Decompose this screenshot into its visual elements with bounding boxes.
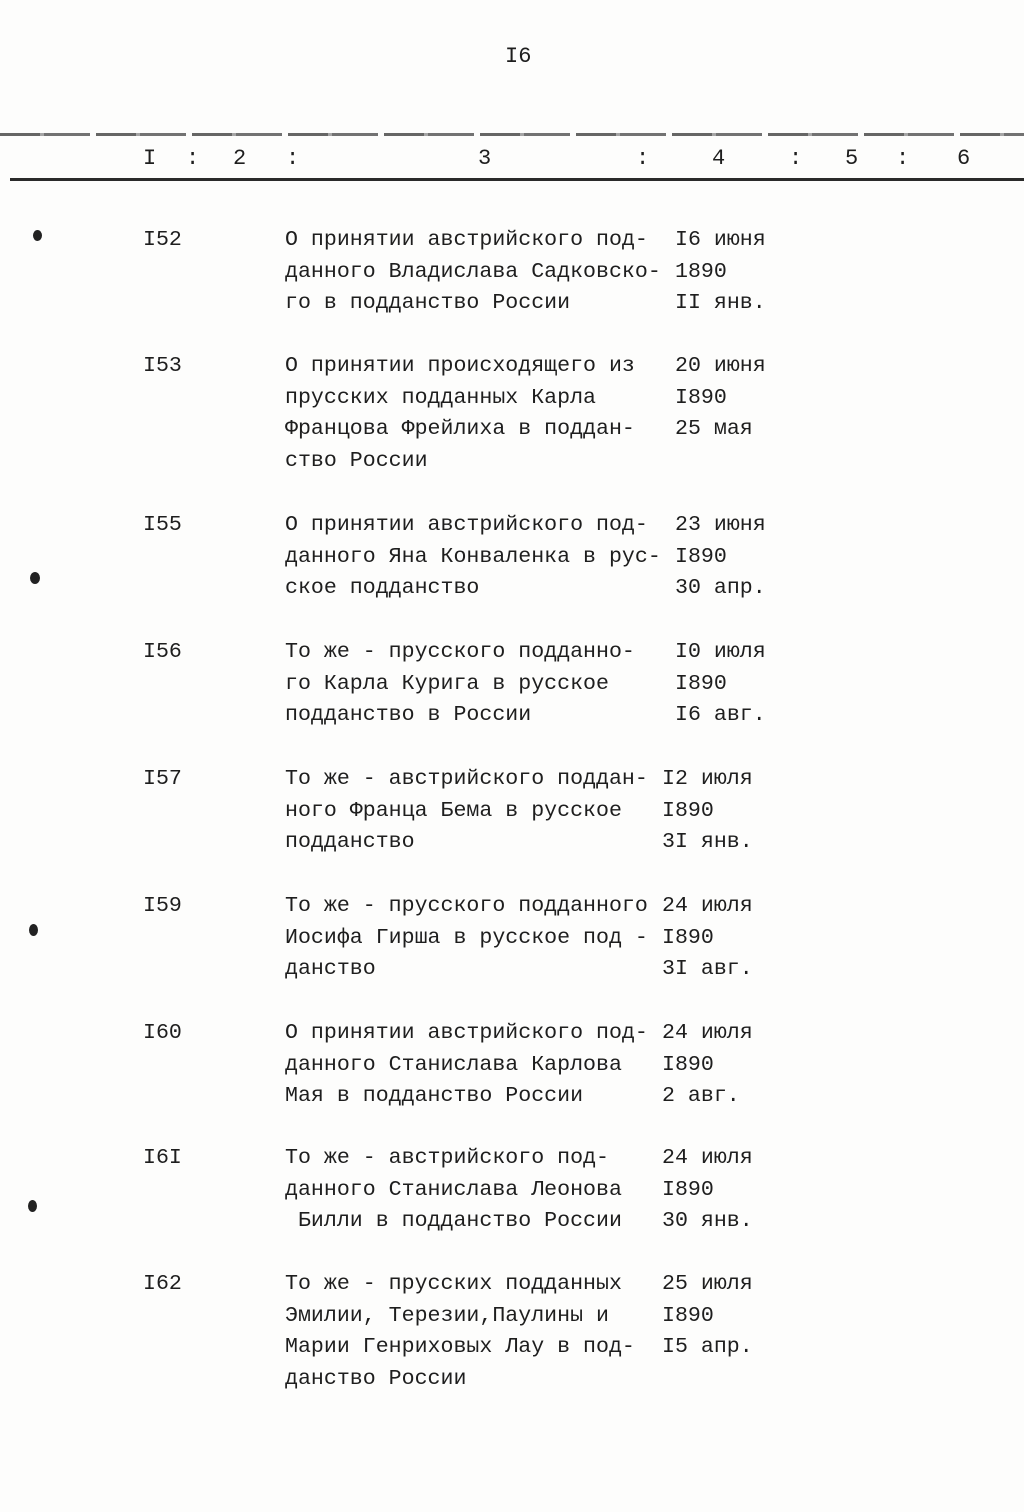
column-separator: :: [636, 146, 650, 171]
entry-number: I56: [143, 640, 182, 664]
description-line: Эмилии, Терезии,Паулины и: [285, 1303, 609, 1328]
column-header-label: 2: [233, 146, 247, 171]
date-line: I6 авг.: [675, 703, 766, 727]
entry-description: [285, 891, 648, 986]
date-line: 3I янв.: [662, 830, 753, 854]
date-line: 25 мая: [675, 417, 753, 441]
date-line: 30 апр.: [675, 576, 766, 600]
entry-number: I59: [143, 894, 182, 918]
column-header-label: 4: [712, 146, 726, 171]
entry-number: I60: [143, 1021, 182, 1045]
entry-dates: [662, 764, 753, 859]
description-line: О принятии австрийского под-: [285, 1021, 648, 1045]
binding-hole-mark: [28, 1200, 37, 1212]
description-line: данного Станислава Леонова: [285, 1177, 622, 1202]
date-line: I890: [662, 1303, 714, 1328]
date-line: I890: [662, 1177, 714, 1202]
date-line: 24 июля: [662, 1021, 753, 1045]
entry-description: [285, 225, 661, 320]
entry-dates: [662, 1269, 753, 1364]
description-line: Францова Фрейлиха в поддан-: [285, 417, 635, 441]
column-separator: :: [896, 146, 910, 171]
description-line: То же - прусского подданного: [285, 894, 648, 918]
header-top-rule: [0, 133, 1024, 136]
description-line: данного Станислава Карлова: [285, 1052, 622, 1077]
date-line: I6 июня: [675, 228, 766, 252]
description-line: О принятии австрийского под-: [285, 228, 648, 252]
entry-description: [285, 1018, 648, 1113]
description-line: подданство в России: [285, 703, 532, 727]
page-number: I6: [505, 44, 532, 69]
date-line: 20 июня: [675, 354, 766, 378]
date-line: 23 июня: [675, 513, 766, 537]
description-line: го Карла Курига в русское: [285, 671, 609, 696]
description-line: го в подданство России: [285, 291, 571, 315]
description-line: данство: [285, 957, 376, 981]
column-separator: :: [789, 146, 803, 171]
entry-dates: [662, 891, 753, 986]
date-line: 25 июля: [662, 1272, 753, 1296]
entry-number: I6I: [143, 1146, 182, 1170]
date-line: 30 янв.: [662, 1209, 753, 1233]
date-line: 24 июля: [662, 894, 753, 918]
column-header-label: 3: [478, 146, 492, 171]
entry-number: I57: [143, 767, 182, 791]
description-line: данного Яна Конваленка в рус-: [285, 544, 661, 569]
description-line: Билли в подданство России: [285, 1209, 622, 1233]
entry-dates: [675, 510, 766, 605]
date-line: 1890: [675, 259, 727, 284]
description-line: ство России: [285, 448, 428, 473]
entry-number: I62: [143, 1272, 182, 1296]
date-line: I890: [675, 544, 727, 569]
column-header-label: 5: [845, 146, 859, 171]
description-line: То же - австрийского под-: [285, 1146, 609, 1170]
description-line: То же - прусских подданных: [285, 1272, 622, 1296]
entry-dates: [675, 225, 766, 320]
entry-description: [285, 764, 648, 859]
entry-number: I52: [143, 228, 182, 252]
entry-number: I53: [143, 354, 182, 378]
description-line: Иосифа Гирша в русское под -: [285, 925, 648, 950]
entry-description: [285, 1143, 622, 1238]
description-line: О принятии австрийского под-: [285, 513, 648, 537]
binding-hole-mark: [29, 924, 38, 936]
description-line: Марии Генриховых Лау в под-: [285, 1335, 635, 1359]
date-line: I890: [675, 671, 727, 696]
column-header-label: 6: [957, 146, 971, 171]
binding-hole-mark: [30, 572, 40, 584]
date-line: II янв.: [675, 291, 766, 315]
date-line: I890: [675, 385, 727, 410]
date-line: I0 июля: [675, 640, 766, 664]
column-separator: :: [286, 146, 300, 171]
date-line: 3I авг.: [662, 957, 753, 981]
description-line: подданство: [285, 830, 415, 854]
entry-description: [285, 637, 635, 732]
date-line: I890: [662, 925, 714, 950]
column-separator: :: [186, 146, 200, 171]
description-line: данного Владислава Садковско-: [285, 259, 661, 284]
description-line: О принятии происходящего из: [285, 354, 635, 378]
description-line: ское подданство: [285, 576, 480, 600]
entry-number: I55: [143, 513, 182, 537]
date-line: I2 июля: [662, 767, 753, 791]
date-line: I890: [662, 1052, 714, 1077]
description-line: прусских подданных Карла: [285, 385, 597, 410]
entry-dates: [675, 637, 766, 732]
entry-dates: [662, 1018, 753, 1113]
entry-description: [285, 1269, 635, 1395]
description-line: То же - австрийского поддан-: [285, 767, 648, 791]
entry-description: [285, 351, 635, 477]
entry-description: [285, 510, 661, 605]
description-line: Мая в подданство России: [285, 1084, 584, 1108]
description-line: ного Франца Бема в русское: [285, 798, 622, 823]
entry-dates: [662, 1143, 753, 1238]
date-line: I5 апр.: [662, 1335, 753, 1359]
binding-hole-mark: [33, 230, 42, 241]
date-line: I890: [662, 798, 714, 823]
entry-dates: [675, 351, 766, 446]
date-line: 24 июля: [662, 1146, 753, 1170]
date-line: 2 авг.: [662, 1084, 740, 1108]
description-line: То же - прусского подданно-: [285, 640, 635, 664]
description-line: данство России: [285, 1366, 467, 1391]
header-bottom-rule: [10, 178, 1024, 181]
column-header-label: I: [143, 146, 157, 171]
